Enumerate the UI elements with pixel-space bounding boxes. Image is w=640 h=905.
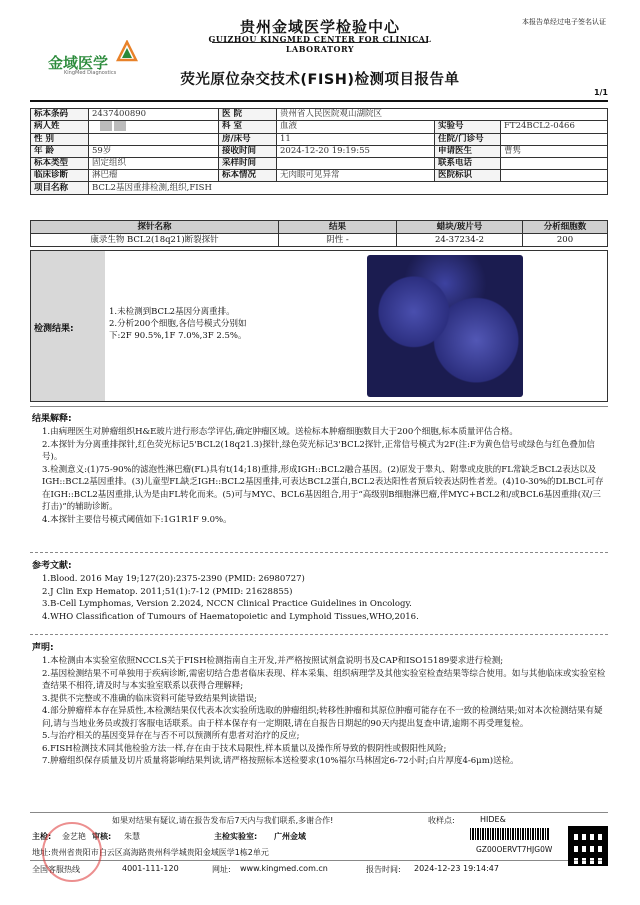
condition-label: 标本情况 bbox=[219, 170, 277, 182]
interpretation-item: 2.本探针为分离重排探针,红色荧光标记5'BCL2(18q21.3)探针,绿色荧光标记3'BCL2探针,正常信号模式为2F(注:F为黄色信号或绿色与红色叠加信号)。 bbox=[42, 439, 595, 462]
center-name-en-2: LABORATORY bbox=[285, 44, 355, 54]
header-divider bbox=[212, 42, 428, 43]
lab-value: 广州金域 bbox=[274, 832, 306, 841]
hospital-id-label: 医院标识 bbox=[435, 170, 501, 182]
receiver-label: 收样点: bbox=[428, 816, 455, 825]
condition-value: 无肉眼可见异常 bbox=[277, 170, 435, 182]
reference-item: 1.Blood. 2016 May 19;127(20):2375-2390 (PMID: 26980727) bbox=[42, 574, 305, 584]
report-time-value: 2024-12-23 19:14:47 bbox=[414, 864, 499, 873]
lab-address: 地址:贵州省贵阳市白云区高海路贵州科学城贵阳金域医学1栋2单元 bbox=[32, 848, 269, 857]
specimen-type-value: 固定组织 bbox=[89, 158, 219, 170]
redacted-name-block bbox=[114, 121, 126, 131]
qr-code-icon bbox=[568, 826, 608, 866]
statement-item: 3.提供不完整或不准确的临床资料可能导致结果判读错误; bbox=[42, 693, 257, 704]
logo-text: 金域医学 bbox=[48, 54, 109, 72]
sex-label: 性 别 bbox=[31, 133, 89, 145]
result-label: 检测结果: bbox=[34, 324, 74, 334]
probe-result: 阴性 - bbox=[279, 234, 397, 247]
hotline-value: 4001-111-120 bbox=[122, 864, 179, 873]
hospital-value: 贵州省人民医院观山湖院区 bbox=[277, 109, 608, 121]
statement-item: 2.基因检测结果不可单独用于疾病诊断,需密切结合患者临床表现、样本采集、组织病理学及其他实验室检查结果等综合使用。如与其他临床或实验室检查结果不相符,请及时与本实验室联系以获得合理解释; bbox=[42, 668, 606, 691]
website-value[interactable]: www.kingmed.com.cn bbox=[240, 864, 328, 873]
bed-value: 11 bbox=[277, 133, 435, 145]
interpretation-item: 1.由病理医生对肿瘤组织H&E玻片进行形态学评估,确定肿瘤区域。送检标本肿瘤细胞数目大于200个细胞,标本质量评估合格。 bbox=[42, 427, 518, 437]
specimen-barcode: 2437400890 bbox=[89, 109, 219, 121]
probe-header-name: 探针名称 bbox=[31, 221, 279, 234]
result-line: 2.分析200个细胞,各信号模式分别如 bbox=[109, 319, 247, 329]
statement-item: 7.肿瘤组织保存质量及切片质量将影响结果判读,请严格按照标本送检要求(10%福尔马林固定6-72小时;白片厚度4-6μm)送检。 bbox=[42, 756, 519, 766]
hospital-id-value bbox=[501, 170, 608, 182]
lab-no-value: FT24BCL2-0466 bbox=[501, 121, 608, 134]
phone-label: 联系电话 bbox=[435, 158, 501, 170]
website-label: 网址: bbox=[212, 865, 231, 874]
patient-info-table bbox=[30, 108, 608, 195]
collect-time-value bbox=[277, 158, 435, 170]
dept-value: 血液 bbox=[277, 121, 435, 134]
tester-signature: 金艺艳 bbox=[62, 832, 86, 841]
reference-item: 4.WHO Classification of Tumours of Haematopoietic and Lymphoid Tissues,WHO,2016. bbox=[42, 611, 419, 622]
bed-label: 房/床号 bbox=[219, 133, 277, 145]
report-title: 荧光原位杂交技术(FISH)检测项目报告单 bbox=[180, 72, 460, 88]
dept-label: 科 室 bbox=[219, 121, 277, 134]
statement-item: 5.与治疗相关的基因变异存在与否不可以预测所有患者对治疗的反应; bbox=[42, 731, 300, 741]
reference-item: 3.B-Cell Lymphomas, Version 2.2024, NCCN Clinical Practice Guidelines in Oncology. bbox=[42, 599, 412, 609]
hotline-label: 全国客服热线 bbox=[32, 865, 80, 874]
hospital-label: 医 院 bbox=[219, 109, 277, 121]
specimen-type-label: 标本类型 bbox=[31, 158, 89, 170]
probe-name: 康录生物 BCL2(18q21)断裂探针 bbox=[31, 234, 279, 247]
divider bbox=[30, 860, 608, 861]
tester-label: 主检: bbox=[32, 832, 52, 841]
probe-cells: 200 bbox=[523, 234, 608, 247]
e-signature-note: 本报告单经过电子签名认证 bbox=[522, 18, 606, 26]
result-line: 1.未检测到BCL2基因分离重排。 bbox=[109, 307, 235, 317]
item-label: 项目名称 bbox=[31, 182, 89, 194]
result-section bbox=[30, 250, 608, 402]
probe-table bbox=[30, 220, 608, 247]
result-line: 下:2F 90.5%,1F 7.0%,3F 2.5%。 bbox=[109, 331, 247, 341]
official-stamp-icon bbox=[42, 822, 102, 882]
divider bbox=[30, 812, 608, 813]
report-time-label: 报告时间: bbox=[366, 865, 401, 874]
references-list bbox=[42, 573, 608, 623]
doctor-value: 曹隽 bbox=[501, 145, 608, 157]
sex-value bbox=[89, 133, 219, 145]
report-code: GZ00OERVT7HJG0W bbox=[476, 845, 553, 854]
divider bbox=[30, 634, 608, 635]
diagnosis-label: 临床诊断 bbox=[31, 170, 89, 182]
inpatient-label: 住院/门诊号 bbox=[435, 133, 501, 145]
item-value: BCL2基因重排检测,组织,FISH bbox=[89, 182, 608, 194]
interpretation-title: 结果解释: bbox=[32, 414, 72, 424]
doctor-label: 申请医生 bbox=[435, 145, 501, 157]
result-text bbox=[109, 306, 289, 342]
interpretation-item: 4.本探针主要信号模式阈值如下:1G1R1F 9.0%。 bbox=[42, 514, 232, 525]
redacted-name-block bbox=[100, 121, 112, 131]
probe-header-cells: 分析细胞数 bbox=[523, 221, 608, 234]
divider bbox=[30, 406, 608, 407]
statement-item: 1.本检测由本实验室依照NCCLS关于FISH检测指南自主开发,并严格按照试剂盒说明书及CAP和ISO15189要求进行检测; bbox=[42, 656, 504, 666]
center-name-en-1: GUIZHOU KINGMED CENTER FOR CLINICAL bbox=[208, 34, 432, 44]
probe-header-result: 结果 bbox=[279, 221, 397, 234]
fish-microscopy-image bbox=[367, 255, 523, 397]
receiver-value: HIDE& bbox=[480, 815, 506, 824]
title-rule bbox=[30, 100, 608, 102]
references-title: 参考文献: bbox=[32, 561, 72, 571]
divider bbox=[30, 552, 608, 553]
probe-header-block: 蜡块/玻片号 bbox=[397, 221, 523, 234]
phone-value bbox=[501, 158, 608, 170]
received-label: 接收时间 bbox=[219, 145, 277, 157]
feedback-notice: 如果对结果有疑议,请在报告发布后7天内与我们联系,多谢合作! bbox=[112, 816, 334, 825]
center-name-cn: 贵州金域医学检验中心 bbox=[239, 18, 400, 36]
patient-name-label: 病人姓 bbox=[31, 121, 89, 134]
reference-item: 2.J Clin Exp Hematop. 2011;51(1):7-12 (PMID: 21628855) bbox=[42, 586, 293, 597]
probe-block: 24-37234-2 bbox=[397, 234, 523, 247]
specimen-barcode-label: 标本条码 bbox=[31, 109, 89, 121]
collect-time-label: 采样时间 bbox=[219, 158, 277, 170]
statement-item: 6.FISH检测技术同其他检验方法一样,存在由于技术局限性,样本质量以及操作所导致的假阴性或假阳性风险; bbox=[42, 743, 447, 754]
received-value: 2024-12-20 19:19:55 bbox=[277, 145, 435, 157]
inpatient-value bbox=[501, 133, 608, 145]
reviewer-signature: 朱慧 bbox=[124, 832, 140, 841]
interpretation-list bbox=[42, 426, 608, 526]
page-number: 1/1 bbox=[593, 88, 608, 97]
age-label: 年 龄 bbox=[31, 145, 89, 157]
interpretation-item: 3.检测意义:(1)75-90%的滤泡性淋巴瘤(FL)具有t(14;18)重排,形成IGH::BCL2融合基因。(2)原发于睾丸、附睾或皮肤的FL常缺乏BCL2表达以及IGH::BCL2基因重排。(3)儿童型FL缺乏IGH::BCL2基因重排,可表达BCL2蛋白,BCL2表达阳性者预后较表达阴性者差。(4)10-30%的DLBCL可存在IGH::BCL2基因重排,认为是由FL转化而来。(5)可与MYC、BCL6基因组合,用于“高级别B细胞淋巴瘤,伴MYC+BCL2和/或BCL6基因重排(双/三打击)”的辅助诊断。 bbox=[42, 464, 604, 512]
diagnosis-value: 淋巴瘤 bbox=[89, 170, 219, 182]
statement-title: 声明: bbox=[32, 643, 54, 653]
lab-label: 主检实验室: bbox=[214, 832, 258, 841]
reviewer-label: 审核: bbox=[92, 832, 112, 841]
statement-list bbox=[42, 655, 608, 768]
report-barcode bbox=[470, 828, 550, 840]
age-value: 59岁 bbox=[89, 145, 219, 157]
lab-no-label: 实验号 bbox=[435, 121, 501, 134]
patient-name-value bbox=[89, 121, 219, 134]
statement-item: 4.部分肿瘤样本存在异质性,本检测结果仅代表本次实验所选取的肿瘤组织;转移性肿瘤和其原位肿瘤可能存在不一致的检测结果;如对本次检测结果有疑问,请与当地业务员或拨打客服电话联系。由于样本保存有一定期限,请在自报告日期起的90天内提出复查申请,逾期不再受理复检。 bbox=[42, 706, 603, 729]
logo-subtitle: KingMed Diagnostics bbox=[64, 70, 117, 76]
